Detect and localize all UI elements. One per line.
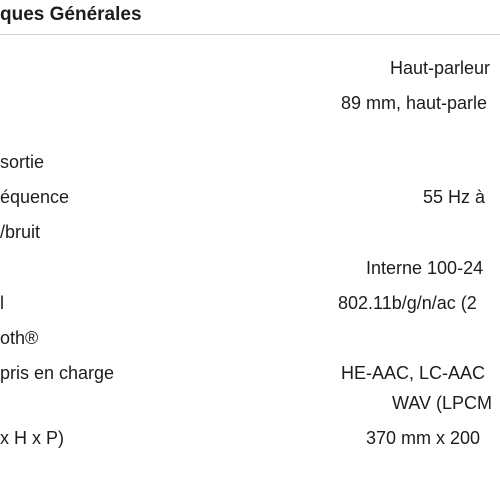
- spec-value-formats-line1: HE-AAC, LC-AAC: [341, 363, 486, 383]
- spec-value-frequency: 55 Hz à: [423, 187, 486, 207]
- spec-value-power-supply: Interne 100-24: [366, 258, 484, 278]
- spec-label-bluetooth: oth®: [0, 328, 39, 348]
- spec-value-speaker-type-line2: 89 mm, haut-parle: [341, 93, 488, 113]
- spec-label-frequency: équence: [0, 187, 70, 207]
- spec-label-snr: /bruit: [0, 222, 41, 242]
- spec-label-output: sortie: [0, 152, 45, 172]
- spec-value-wifi: 802.11b/g/n/ac (2: [338, 293, 477, 313]
- spec-value-formats-line2: WAV (LPCM: [392, 393, 493, 413]
- spec-label-wifi: l: [0, 293, 4, 313]
- spec-label-dimensions: x H x P): [0, 428, 65, 448]
- section-title: ques Générales: [0, 4, 142, 25]
- spec-label-formats: pris en charge: [0, 363, 115, 383]
- spec-value-speaker-type-line1: Haut-parleur: [390, 58, 491, 78]
- spec-value-dimensions: 370 mm x 200: [366, 428, 481, 448]
